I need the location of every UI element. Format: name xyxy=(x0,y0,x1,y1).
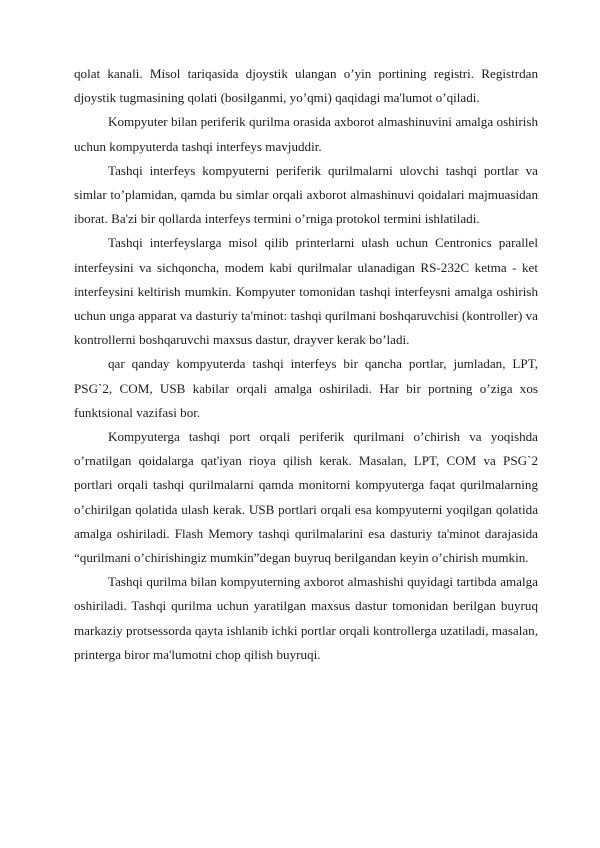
paragraph-1: qolat kanali. Misol tariqasida djoystik ulangan o’yin portining registri. Registrdan djoystik tugmasining qolati (bosilganmi, yo’qmi) qaqidagi ma'lumot o’qiladi. xyxy=(74,66,538,106)
paragraph-5: qar qanday kompyuterda tashqi interfeys bir qancha portlar, jumladan, LPT, PSG`2, COM, USB kabilar orqali amalga oshiriladi. Har bir portning o’ziga xos funktsional vazifasi bor. xyxy=(74,356,538,420)
paragraph-7: Tashqi qurilma bilan kompyuterning axborot almashishi quyidagi tartibda amalga oshiriladi. Tashqi qurilma uchun yaratilgan maxsus dastur tomonidan berilgan buyruq markaziy protsessorda qayta ishlanib ichki portlar orqali kontrollerga uzatiladi, masalan, printerga biror ma'lumotni chop qilish buyruqi. xyxy=(74,574,538,662)
paragraph-4: Tashqi interfeyslarga misol qilib printerlarni ulash uchun Centronics parallel interfeysini va sichqoncha, modem kabi qurilmalar ulanadigan RS-232C ketma - ket interfeysini keltirish mumkin. Kompyuter tomonidan tashqi interfeysni amalga oshirish uchun unga apparat va dasturiy ta'minot: tashqi qurilmani boshqaruvchisi (kontroller) va kontrollerni boshqaruvchi maxsus dastur, drayver kerak bo’ladi. xyxy=(74,235,538,348)
paragraph-3: Tashqi interfeys kompyuterni periferik qurilmalarni ulovchi tashqi portlar va simlar to’plamidan, qamda bu simlar orqali axborot almashinuvi qoidalari majmuasidan iborat. Ba'zi bir qollarda interfeys termini o’rniga protokol termini ishlatiladi. xyxy=(74,162,538,227)
document-page xyxy=(74,62,538,667)
paragraph-6: Kompyuterga tashqi port orqali periferik qurilmani o’chirish va yoqishda o’rnatilgan qoidalarga qat'iyan rioya qilish kerak. Masalan, LPT, COM va PSG`2 portlari orqali tashqi qurilmalarni qamda monitorni kompyuterga faqat qurilmalarning o’chirilgan qolatida ulash kerak. USB portlari orqali esa kompyuterni yoqilgan qolatida amalga oshiriladi. Flash Memory tashqi qurilmalarini esa dasturiy ta'minot darajasida “qurilmani o’chirishingiz mumkin”degan buyruq berilgandan keyin o’chirish mumkin. xyxy=(74,429,538,566)
paragraph-2: Kompyuter bilan periferik qurilma orasida axborot almashinuvini amalga oshirish uchun kompyuterda tashqi interfeys mavjuddir. xyxy=(74,114,538,154)
